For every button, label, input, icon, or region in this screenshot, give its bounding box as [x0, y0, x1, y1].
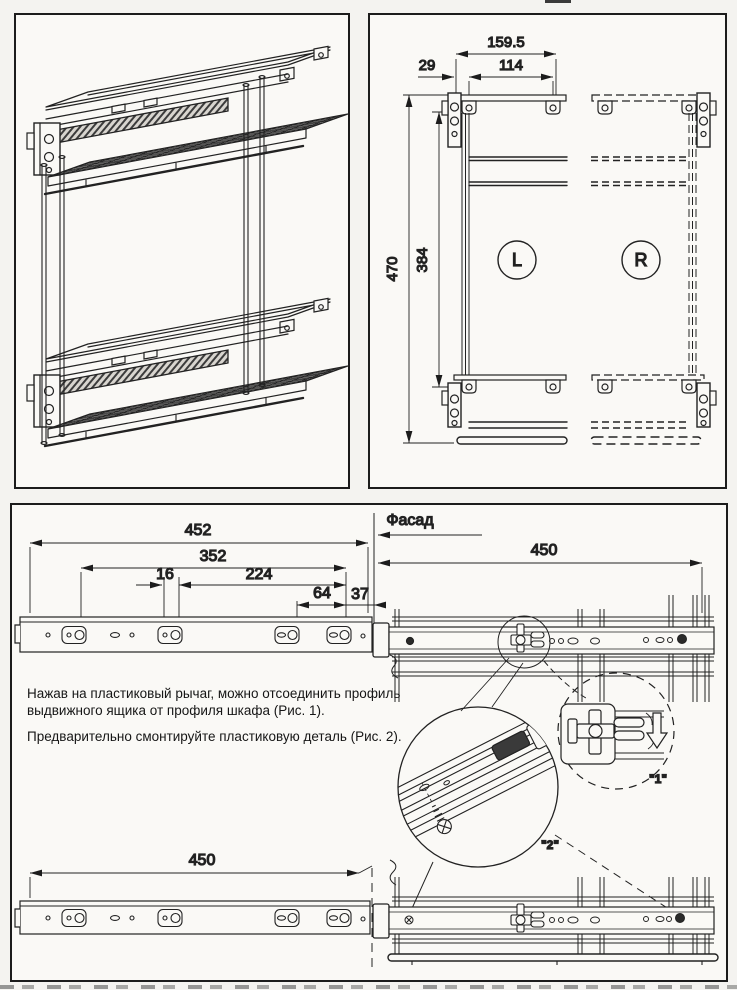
note-line-2: Предварительно смонтируйте пластиковую деталь (Рис. 2).	[27, 729, 402, 744]
dim-inner-height: 384	[414, 247, 431, 273]
dim-hole-pitch: 114	[499, 57, 523, 74]
dim-total-height: 470	[384, 256, 401, 282]
detail-2-label: "2"	[540, 838, 560, 852]
panel-front-view-LR	[368, 13, 727, 489]
slide-rail-side-view-top	[15, 617, 372, 652]
left-version-assembly	[442, 93, 567, 444]
instruction-notes	[27, 685, 409, 754]
left-screw-icon	[405, 916, 413, 924]
facade-label: Фасад	[386, 512, 434, 529]
dim-64: 64	[313, 585, 331, 602]
detail-1-label: "1"	[648, 772, 668, 786]
dim-450-top-lines	[378, 563, 702, 613]
dim-224: 224	[245, 566, 273, 583]
rivet-icon	[407, 638, 414, 645]
right-version-assembly	[591, 93, 716, 444]
leader-to-detail-1	[544, 661, 586, 698]
dim-37: 37	[351, 586, 369, 603]
dim-450-top: 450	[530, 542, 558, 559]
dim-16: 16	[156, 566, 174, 583]
plastic-latch-icon	[491, 730, 530, 761]
panel-installation-drawing	[10, 503, 728, 982]
dim-450-bottom: 450	[188, 852, 216, 869]
break-squiggle-top	[390, 655, 398, 678]
panel-isometric-view	[14, 13, 350, 489]
dimension-lines-bottom	[30, 866, 372, 898]
scan-artifact-bottom-strip	[0, 985, 737, 989]
isometric-basket-drawing	[16, 15, 348, 487]
press-down-arrow-icon	[647, 713, 667, 748]
leader-detail2-right-screw	[555, 835, 678, 915]
right-screw-icon	[676, 914, 685, 923]
dim-total-width: 159.5	[487, 34, 525, 51]
dim-rail-length: 452	[184, 522, 212, 539]
right-version-label: R	[634, 250, 648, 270]
scan-artifact-top	[545, 0, 571, 3]
mounted-rail-bottom	[373, 860, 718, 965]
mounted-rail-top	[373, 595, 714, 711]
left-version-label: L	[511, 250, 523, 270]
note-line-1: Нажав на пластиковый рычаг, можно отсоединить профиль выдвижного ящика от профиля шкафа (Рис. 1).	[27, 686, 401, 718]
dim-352: 352	[199, 548, 227, 565]
dim-left-offset: 29	[418, 57, 436, 74]
slide-rail-side-view-bottom	[15, 901, 370, 934]
front-view-drawing	[370, 15, 725, 487]
